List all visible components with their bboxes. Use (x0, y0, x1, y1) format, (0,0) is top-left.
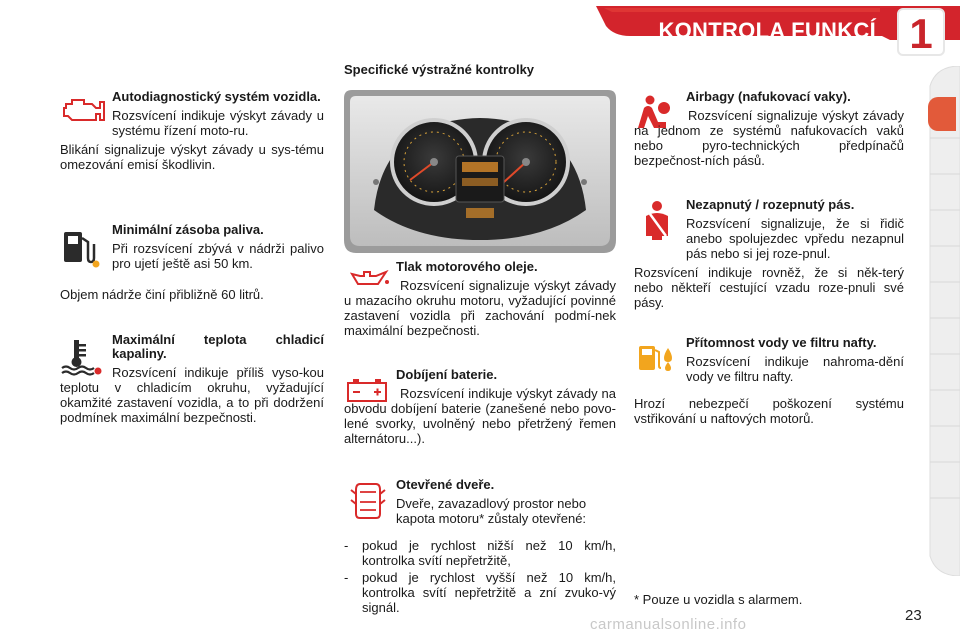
autodiag-text-1: Rozsvícení indikuje výskyt závady u systému řízení moto-ru. (112, 108, 324, 138)
oil-block (344, 260, 616, 338)
oil-text-1: Rozsvícení signalizuje výskyt závady u mazacího okruhu motoru, vyžadující povinné zastavení vozidla při zachování podmí-nek maximální bezpečnosti. (344, 278, 616, 338)
oil-title: Tlak motorového oleje. (396, 259, 538, 274)
seatbelt-text-2: Rozsvícení indikuje rovněž, že si něk-terý nebo někteří cestující vzadu roze-pnuli své pásy. (634, 265, 904, 310)
coolant-block (60, 333, 324, 425)
battery-block (344, 368, 616, 446)
fuel-text-1: Při rozsvícení zbývá v nádrži palivo pro ujetí ještě asi 50 km. (112, 241, 324, 271)
water-block (634, 336, 904, 426)
airbag-text-1: Rozsvícení signalizuje výskyt závady na jednom ze systémů nafukovacích vaků nebo pyro-technických předpínačů bezpečnost-ních pásů. (634, 108, 904, 168)
section-title: Specifické výstražné kontrolky (344, 62, 535, 77)
airbag-title: Airbagy (nafukovací vaky). (686, 89, 851, 104)
water-text-1: Rozsvícení indikuje nahroma-dění vody ve filtru nafty. (686, 354, 904, 384)
doors-text-1: Dveře, zavazadlový prostor nebo kapota motoru* zůstaly otevřené: (396, 496, 587, 526)
chapter-tab-active[interactable] (928, 97, 956, 131)
fuel-title: Minimální zásoba paliva. (112, 222, 264, 237)
watermark: carmanualsonline.info (590, 616, 747, 633)
chapter-number-badge: 1 (897, 8, 945, 56)
water-title: Přítomnost vody ve filtru nafty. (686, 335, 877, 350)
seatbelt-title: Nezapnutý / rozepnutý pás. (686, 197, 855, 212)
chapter-tabs (926, 66, 960, 576)
seatbelt-text-1: Rozsvícení signalizuje, že si řidič anebo spolujezdec vpředu nezapnul pás nebo si jej roze-pnul. (686, 216, 904, 261)
page-number: 23 (905, 607, 922, 624)
fuel-text-2: Objem nádrže činí přibližně 60 litrů. (60, 287, 264, 302)
coolant-text-1: Rozsvícení indikuje příliš vyso-kou teplotu v chladicím okruhu, vyžadující okamžité zastavení vozidla, a to při dodržení podmínek maximální bezpečnosti. (60, 365, 324, 425)
battery-title: Dobíjení baterie. (396, 367, 498, 382)
seatbelt-block (634, 198, 904, 310)
water-text-2: Hrozí nebezpečí poškození systému vstřikování u naftových motorů. (634, 396, 904, 426)
autodiag-title: Autodiagnostický systém vozidla. (112, 89, 321, 104)
list-item: - pokud je rychlost vyšší než 10 km/h, kontrolka svítí nepřetržitě a zní zvuko-vý signál. (344, 570, 616, 615)
airbag-block (634, 90, 904, 168)
list-item: - pokud je rychlost nižší než 10 km/h, kontrolka svítí nepřetržitě, (344, 538, 616, 568)
instrument-cluster-image (344, 90, 616, 253)
autodiag-text-2: Blikání signalizuje výskyt závady u sys-tému omezování emisí škodlivin. (60, 142, 324, 172)
battery-text-1: Rozsvícení indikuje výskyt závady na obvodu dobíjení baterie (zanešené nebo povo-lené svorky, uvolněný nebo přetržený řemen alternátoru...). (344, 386, 616, 446)
page-title: KONTROLA FUNKCÍ (658, 18, 876, 43)
footnote: * Pouze u vozidla s alarmem. (634, 592, 803, 607)
fuel-block (60, 223, 324, 302)
doors-title: Otevřené dveře. (396, 477, 495, 492)
coolant-title: Maximální teplota chladicí kapaliny. (112, 332, 324, 361)
doors-block (344, 478, 616, 615)
autodiag-block (60, 90, 324, 172)
